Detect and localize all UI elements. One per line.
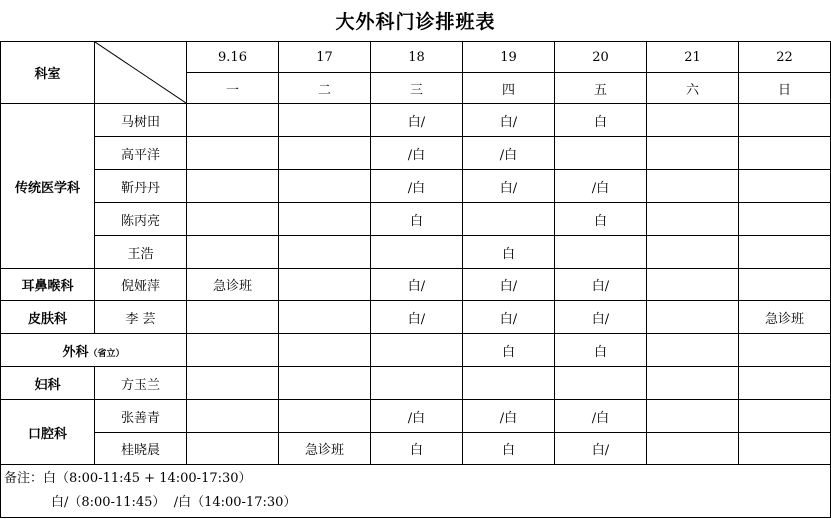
shift-cell: 急诊班	[739, 301, 831, 334]
doctor-name: 马树田	[95, 104, 187, 137]
dept-cell	[1, 301, 95, 334]
doctor-name: 靳丹丹	[95, 170, 187, 203]
dept-name: 口腔科	[27, 426, 67, 442]
shift-cell	[739, 269, 831, 301]
shift-cell	[371, 367, 463, 400]
shift-cell	[279, 170, 371, 203]
table-row	[1, 301, 831, 334]
notes-line-2: 白/（8:00-11:45） /白（14:00-17:30）	[51, 495, 297, 510]
shift-cell: 白/	[555, 269, 647, 301]
shift-cell: /白	[555, 170, 647, 203]
shift-cell	[739, 203, 831, 236]
doctor-name: 李 芸	[95, 301, 187, 334]
doctor-name: 王浩	[95, 236, 187, 269]
date-header: 17	[279, 42, 371, 73]
shift-cell: /白	[371, 137, 463, 170]
shift-cell	[739, 137, 831, 170]
dept-name: 外科	[62, 344, 89, 360]
table-row	[1, 137, 831, 170]
shift-cell: 白	[555, 104, 647, 137]
shift-cell: 急诊班	[279, 433, 371, 465]
shift-cell	[187, 400, 279, 433]
shift-cell	[739, 104, 831, 137]
weekday-header: 二	[279, 73, 371, 104]
shift-cell	[647, 137, 739, 170]
weekday-header: 三	[371, 73, 463, 104]
shift-cell	[371, 236, 463, 269]
dept-cell	[1, 367, 95, 400]
shift-cell	[647, 334, 739, 367]
shift-cell	[739, 367, 831, 400]
date-header: 20	[555, 42, 647, 73]
shift-cell: 白/	[555, 301, 647, 334]
dept-name: 妇科	[34, 377, 61, 393]
shift-cell	[739, 334, 831, 367]
shift-cell: 白/	[463, 269, 555, 301]
shift-cell: /白	[371, 170, 463, 203]
shift-cell: 白	[555, 334, 647, 367]
shift-cell	[279, 137, 371, 170]
shift-cell	[279, 400, 371, 433]
shift-cell: 白	[463, 433, 555, 465]
dept-name: 传统医学科	[14, 180, 80, 196]
shift-cell	[187, 236, 279, 269]
shift-cell	[187, 137, 279, 170]
shift-cell: 白	[371, 433, 463, 465]
table-row	[1, 203, 831, 236]
doctor-name: 陈丙亮	[95, 203, 187, 236]
dept-note: （省立）	[88, 348, 125, 359]
dept-cell	[1, 334, 187, 367]
table-row	[1, 367, 831, 400]
doctor-name: 桂晓晨	[95, 433, 187, 465]
dept-cell	[1, 104, 95, 269]
shift-cell	[279, 367, 371, 400]
shift-cell: /白	[463, 400, 555, 433]
shift-cell	[647, 367, 739, 400]
page-title: 大外科门诊排班表	[335, 11, 496, 33]
shift-cell	[187, 203, 279, 236]
notes-cell	[1, 465, 831, 518]
shift-cell: 白	[555, 203, 647, 236]
dept-name: 皮肤科	[27, 311, 67, 327]
date-header: 22	[739, 42, 831, 73]
shift-cell: 急诊班	[187, 269, 279, 301]
weekday-header: 一	[187, 73, 279, 104]
table-row	[1, 104, 831, 137]
doctor-name: 倪娅萍	[95, 269, 187, 301]
shift-cell	[739, 400, 831, 433]
shift-cell	[279, 203, 371, 236]
shift-cell	[463, 367, 555, 400]
doctor-name: 张善青	[95, 400, 187, 433]
weekday-header: 四	[463, 73, 555, 104]
dept-cell	[1, 400, 95, 465]
shift-cell	[371, 334, 463, 367]
shift-cell: 白/	[463, 170, 555, 203]
shift-cell: 白	[371, 203, 463, 236]
shift-cell	[647, 170, 739, 203]
table-row	[1, 433, 831, 465]
dept-name: 耳鼻喉科	[21, 279, 74, 294]
diagonal-header-cell	[95, 42, 187, 104]
shift-cell	[187, 433, 279, 465]
shift-cell: 白/	[555, 433, 647, 465]
shift-cell	[739, 236, 831, 269]
shift-cell	[279, 301, 371, 334]
shift-cell: 白/	[371, 104, 463, 137]
date-header: 21	[647, 42, 739, 73]
weekday-header: 六	[647, 73, 739, 104]
notes-line-1: 备注：白（8:00-11:45 + 14:00-17:30）	[4, 471, 252, 486]
shift-cell	[187, 334, 279, 367]
table-row	[1, 170, 831, 203]
date-header: 18	[371, 42, 463, 73]
shift-cell: 白/	[463, 301, 555, 334]
shift-cell	[555, 367, 647, 400]
table-row	[1, 236, 831, 269]
dept-cell	[1, 269, 95, 301]
shift-cell	[647, 236, 739, 269]
shift-cell	[647, 203, 739, 236]
doctor-name: 高平洋	[95, 137, 187, 170]
shift-cell: 白	[463, 236, 555, 269]
weekday-header: 五	[555, 73, 647, 104]
shift-cell	[187, 170, 279, 203]
diagonal-line	[95, 42, 186, 103]
schedule-table	[0, 41, 831, 518]
date-header: 19	[463, 42, 555, 73]
shift-cell	[187, 301, 279, 334]
shift-cell: /白	[463, 137, 555, 170]
shift-cell	[279, 236, 371, 269]
shift-cell: /白	[555, 400, 647, 433]
table-row	[1, 400, 831, 433]
date-header: 9.16	[187, 42, 279, 73]
shift-cell: 白	[463, 334, 555, 367]
shift-cell	[279, 269, 371, 301]
table-row	[1, 269, 831, 301]
shift-cell	[647, 104, 739, 137]
weekday-header: 日	[739, 73, 831, 104]
shift-cell	[739, 170, 831, 203]
shift-cell	[279, 104, 371, 137]
doctor-name: 方玉兰	[95, 367, 187, 400]
shift-cell: /白	[371, 400, 463, 433]
shift-cell	[647, 269, 739, 301]
shift-cell	[647, 400, 739, 433]
shift-cell: 白/	[371, 301, 463, 334]
table-row	[1, 334, 831, 367]
shift-cell	[555, 137, 647, 170]
shift-cell	[463, 203, 555, 236]
shift-cell	[739, 433, 831, 465]
shift-cell: 白/	[371, 269, 463, 301]
shift-cell	[647, 433, 739, 465]
shift-cell	[279, 334, 371, 367]
shift-cell	[187, 367, 279, 400]
shift-cell: 白/	[463, 104, 555, 137]
shift-cell	[647, 301, 739, 334]
shift-cell	[187, 104, 279, 137]
dept-header: 科室	[1, 42, 95, 104]
shift-cell	[555, 236, 647, 269]
